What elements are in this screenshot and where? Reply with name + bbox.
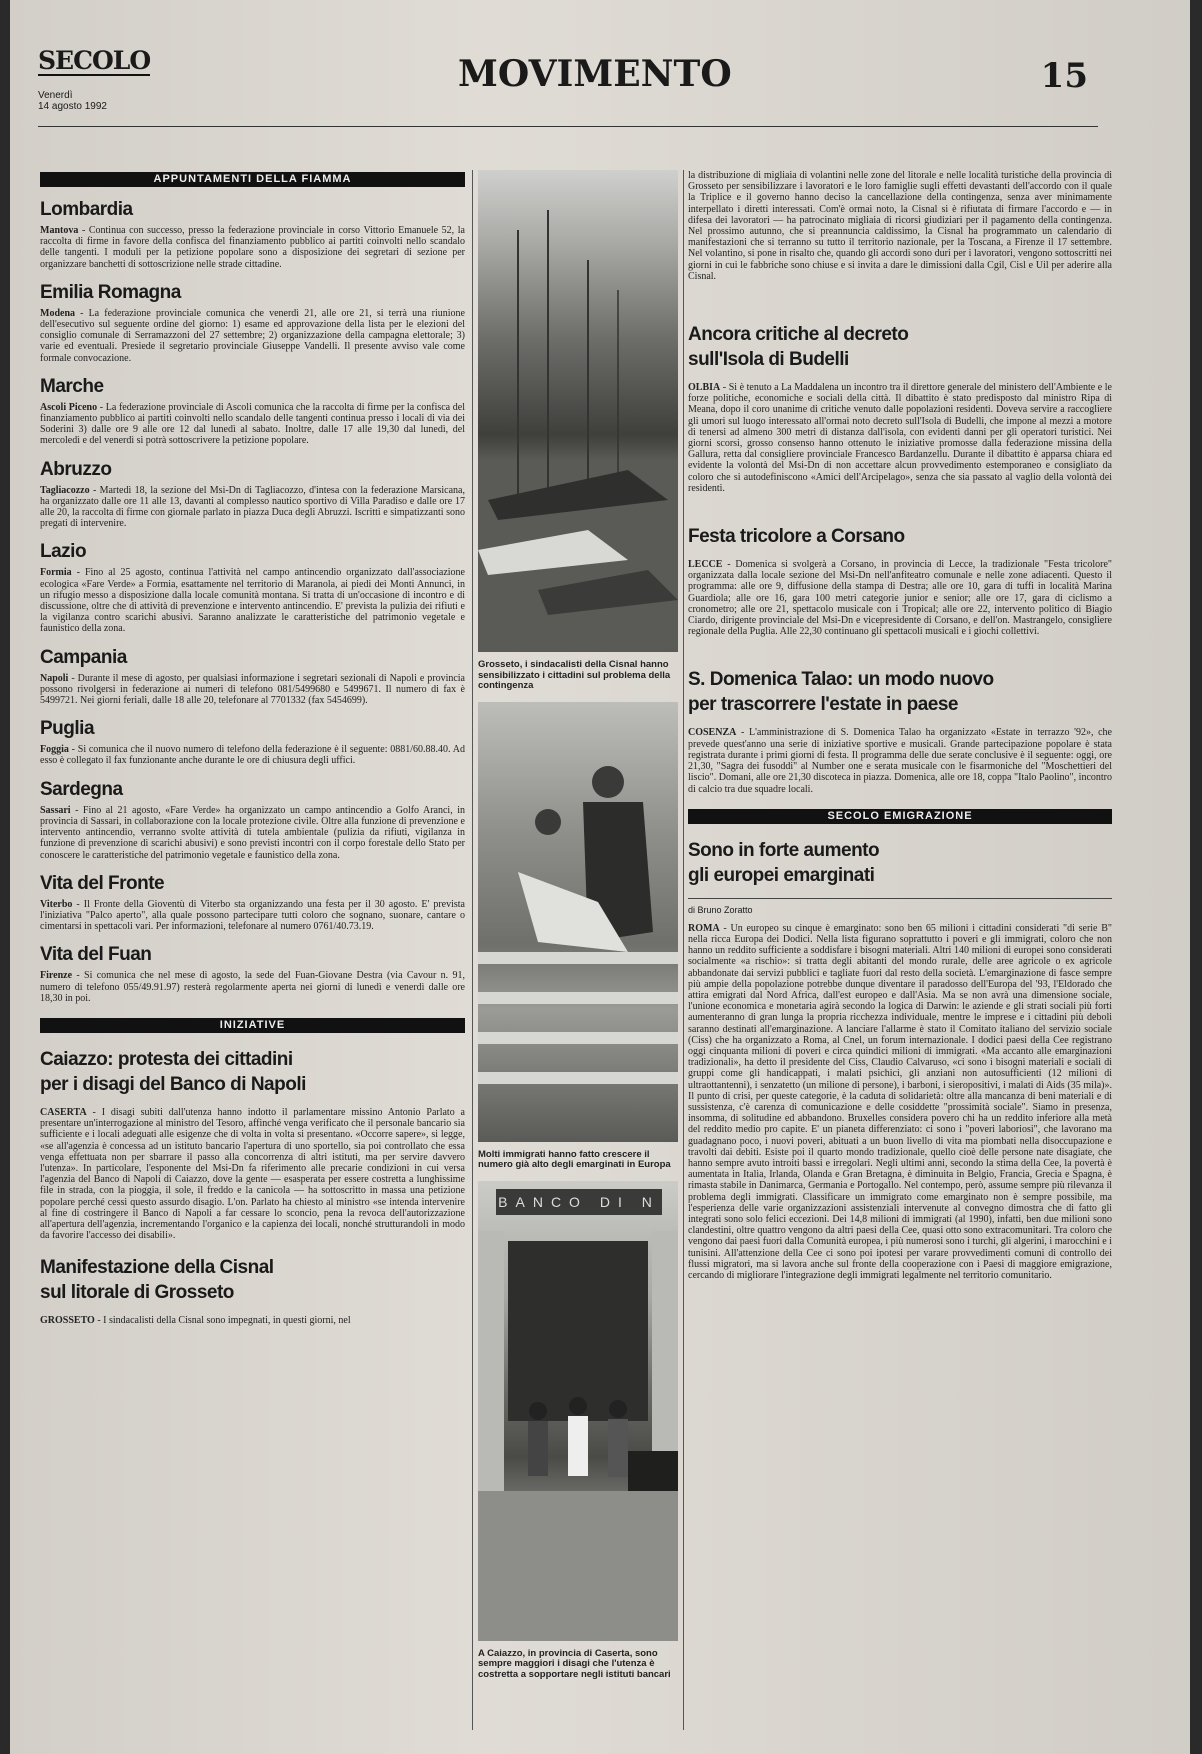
region-place: Tagliacozzo: [40, 484, 90, 496]
photo-immigrants-illustration: [478, 702, 678, 1142]
headline-line: Ancora critiche al decreto: [688, 324, 909, 346]
region-block: [40, 873, 465, 933]
photo-caption-immigrants: Molti immigrati hanno fatto crescere il numero già alto degli emarginati in Europa: [478, 1148, 671, 1170]
region-block: [40, 647, 465, 707]
headline-line: per i disagi del Banco di Napoli: [40, 1073, 306, 1095]
dateline: ROMA: [688, 922, 720, 934]
region-block: [40, 718, 465, 766]
regions-list: [40, 199, 465, 1004]
region-title: Emilia Romagna: [40, 281, 181, 303]
article-body-budelli: OLBIA - Si è tenuto a La Maddalena un incontro tra il direttore generale del ministero dell'Ambiente e le forze politiche, economiche e sociali della città. Il dibattito è stato predisposto dal ministro Ripa di Meana, dopo il coro unanime di critiche venuto dalle popolazioni residenti. Doveva servire a raccogliere gli umori sul luogo interessato all'ormai noto decreto sull'Isola di Budelli, che impone al mezzi a motore di tenersi ad almeno 300 metri di distanza dall'isola, con evidenti danni per gli operatori turistici. Nei giorni scorsi, grosso consenso hanno ottenuto le iniziative promosse dalla federazione missina della Gallura, retta dal consigliere provinciale Francesco Bardanzellu. Durante il dibattito è apparsa chiara ed evidente la volontà del Msi-Dn di non accettare alcun provvedimento estemporaneo e consigliato da coloro che si autodefiniscono «Amici dell'Arcipelago», senza che sia passato al vaglio della volontà dei residenti.: [688, 382, 1112, 494]
person-head: [592, 766, 624, 798]
dateline: COSENZA: [688, 727, 737, 739]
byline-rule: [688, 898, 1112, 899]
region-title: Sardegna: [40, 778, 123, 800]
region-place: Ascoli Piceno: [40, 401, 98, 413]
dateline: GROSSETO: [40, 1315, 95, 1327]
region-place: Mantova: [40, 225, 79, 236]
region-text: Firenze - Si comunica che nel mese di agosto, la sede del Fuan-Giovane Destra (via Cavour n. 91, numero di telefono 055/49.91.97) resterà regolarmente aperta nei giorni di lunedì e venerdì dalle ore 18,30 in poi.: [40, 970, 465, 1004]
step: [478, 992, 678, 1004]
region-title: Marche: [40, 375, 104, 397]
section-bar-iniziative: INIZIATIVE: [40, 1018, 465, 1033]
region-text: Formia - Fino al 25 agosto, continua l'attività nel campo antincendio organizzato dall'associazione ecologica «Fare Verde» a Formia, esattamente nel territorio di Maranola, ai piedi dei Monti Annunci, in un rifugio messo a disposizione dalla locale comunità montana. Si tratta di un'occasione di incontro e di discussione, oltre che di attività di prevenzione e intervento antincendio. E' prevista la pulizia dei rifiuti e la vigilanza contro scarichi abusivi. Saranno analizzate le caratteristiche del patrimonio vegetale e faunistico della zona.: [40, 567, 465, 635]
region-place: Modena: [40, 307, 75, 319]
issue-day: Venerdì: [38, 90, 73, 101]
photo-immigrants: [478, 702, 678, 1142]
person-head: [569, 1397, 587, 1415]
region-text: Tagliacozzo - Martedì 18, la sezione del Msi-Dn di Tagliacozzo, d'intesa con la federazione Marsicana, ha organizzato dalle ore 11 alle 13, davanti al complesso nautico sportivo di Villa Paradiso e dalle ore 17 alle 20, la raccolta di firme con giornale parlato in piazza Duca degli Abruzzi. Iscritti e simpatizzanti sono pregati di intervenire.: [40, 484, 465, 530]
byline: di Bruno Zoratto: [688, 904, 753, 915]
headline-line: Caiazzo: protesta dei cittadini: [40, 1048, 293, 1070]
region-title: Lazio: [40, 541, 87, 563]
street: [478, 1491, 678, 1641]
column-left: [40, 170, 465, 1730]
article-headline-talao: [688, 667, 1112, 717]
dateline: CASERTA: [40, 1106, 87, 1118]
dateline: OLBIA: [688, 382, 721, 394]
section-bar-appuntamenti: APPUNTAMENTI DELLA FIAMMA: [40, 172, 465, 187]
region-block: [40, 944, 465, 1004]
photo-harbor-boats: [478, 170, 678, 652]
person-head: [609, 1400, 627, 1418]
photo-bank-street: [478, 1181, 678, 1641]
building-pillar: [478, 1231, 504, 1491]
headline-line: sull'Isola di Budelli: [688, 349, 849, 371]
parked-car: [628, 1451, 678, 1491]
region-text: Ascoli Piceno - La federazione provinciale di Ascoli comunica che la raccolta di firme per la confisca del finanziamento pubblico ai partiti coinvolti nello scandalo delle tangenti continua presso i locali di via dei Soderini 3) dalle ore 9 alle ore 12 dal lunedì al sabato. Inoltre, dalle 17 alle 19,30 dal lunedì, del mercoledì e del venerdì si potrà sottoscrivere la petizione popolare.: [40, 401, 465, 447]
region-place: Firenze: [40, 970, 73, 982]
photo-caption-caiazzo: A Caiazzo, in provincia di Caserta, sono sempre maggiori i disagi che l'utenza è costretta a sopportare negli istituti bancari: [478, 1647, 671, 1680]
region-place: Formia: [40, 567, 72, 579]
photo-caption-grosseto: Grosseto, i sindacalisti della Cisnal hanno sensibilizzato i cittadini sul problema della contingenza: [478, 659, 671, 691]
region-title: Vita del Fuan: [40, 944, 152, 966]
region-block: [40, 199, 465, 270]
headline-line: per trascorrere l'estate in paese: [688, 694, 959, 716]
region-text: Foggia - Si comunica che il nuovo numero di telefono della federazione è il seguente: 0881/60.88.40. Ad esso è collegato il fax funzionante anche durante le ore di chiusura degli uffici.: [40, 744, 465, 767]
region-block: [40, 459, 465, 530]
column-divider: [683, 170, 684, 1730]
article-body-emarginati: ROMA - Un europeo su cinque è emarginato: sono ben 65 milioni i cittadini considerati "di serie B" nella ricca Europa dei Dodici. Nella lista figurano soprattutto i poveri e gli immigrati, coloro che non hanno un reddito sufficiente a soddisfare i bisogni materiali. Altri 140 milioni di europei sono considerati socialmente «a rischio»: si tratta degli abitanti del mondo rurale, delle aree agricole o ex agricole abbandonate dai servizi pubblici e tagliate fuori dal resto della società. L'emarginazione di fasce sempre più ampie della popolazione potrebbe dunque diventare il paradosso dell'Europa del '93, l'Eldorado che attira emigrati dal Nord Africa, dall'est europeo e dall'Asia. Ma se non avrà una dimensione sociale, l'unione economica e monetaria agirà secondo la logica di Darwin: le aziende e gli strati sociali più forti aumenteranno di gran lunga la propria ricchezza individuale, mentre le imprese e i cittadini più deboli saranno destinati all'emarginazione. A lanciare l'allarme è stato il Comitato italiano del servizio sociale (Ciss) che ha organizzato a Roma, al Cnel, un forum internazionale. I dodici paesi della Cee registrano oggi cinquanta milioni di poveri e circa quindici milioni di immigrati. «Ma accanto alle emarginazioni tradizionali», ha detto il presidente del Ciss, Claudio Calvaruso, «ci sono i bisogni materiali e sociali di gruppi come gli handicappati, i malati psichici, gli anziani non autosufficienti (12 milioni di ultraottantenni), i senzatetto (un milione di persone), i barboni, i sieropositivi, i malati di Aids (35 mila)». Il punto di crisi, per queste categorie, è la caduta di solidarietà: oltre alla mancanza di beni materiali e di sussistenza, c'è carenza di comunicazione e delle cosiddette "prossimità sociale". Siamo in presenza, insomma, di solitudine ed abbandono. Bruxelles considera povero chi ha un reddito inferiore alla metà del reddito medio pro capite. E' un pianeta differenziato: ci sono i "poveri laboriosi", che lavorano ma guadagnano poco, i nuovi poveri, abituati a un buon livello di vita ma piombati nella disoccupazione e travolti dai debiti. Esiste poi il quarto mondo tradizionale, quello cioè delle persone nate disagiate, che hanno sempre avuto introiti bassi e irregolari. Negli ultimi anni, secondo la stima della Cee, la povertà è aumentata in Italia, Irlanda, Olanda e Gran Bretagna, è diminuita in Belgio, Francia, Grecia e Spagna, è rimasta stabile in Danimarca, Germania e Portogallo. Nel contempo, però, assume sempre più rilevanza il problema degli immigrati. Classificare un immigrato come emarginato non è sempre possibile, ma l'esperienza delle varie organizzazioni assistenziali intervenute al convegno dimostra che di fatto gli integrati sono solo felici eccezioni. Dei 14,8 milioni di immigrati (al 1990), infatti, ben due milioni sono clandestini, oltre quattro vengono da altri paesi della Cee, quasi otto sono extracomunitari. Tra coloro che vengono dai paesi fuori dalla Comunità europea, i più numerosi sono i turchi, gli algerini, i marocchini e i tunisini. All'attenzione della Cee ci sono poi ipotesi per varare provvedimenti comuni di controllo dei flussi migratori, ma si lavora anche sul fronte della cooperazione con i Paesi di maggiore emigrazione, cercando di migliorare l'integrazione degli immigrati legalmente nel territorio comunitario.: [688, 922, 1112, 1281]
photo-harbor-illustration: [478, 170, 678, 652]
article-body-corsano: LECCE - Domenica si svolgerà a Corsano, in provincia di Lecce, la tradizionale "Festa tricolore" organizzata dalla locale sezione del Msi-Dn nell'anfiteatro comunale e nelle zone adiacenti. Questo il programma: alle ore 9, diffusione della stampa di Destra; alle ore 10, gara di tuffi in località Marina Guardiola; alle ore 16, gara 100 metri categorie junior e senior; alle ore 17, gara di ciclismo a cronometro; alle ore 21, spettacolo musicale con i Tropical; alle ore 22, intervento politico di Biagio Ciardo, dirigente provinciale del Msi-Dn e vicepresidente di Corsano, e dell'on. Mastrangelo, consigliere regionale della Puglia. Alle 22,30 continuano gli spettacoli musicali e i giochi collettivi.: [688, 559, 1112, 638]
region-place: Foggia: [40, 744, 69, 756]
region-title: Vita del Fronte: [40, 872, 165, 894]
region-block: [40, 376, 465, 447]
article-headline-caiazzo: [40, 1047, 465, 1097]
region-text: Napoli - Durante il mese di agosto, per qualsiasi informazione i segretari sezionali di Napoli e provincia possono rivolgersi in federazione ai numeri di telefono 081/5499680 e 5499671. Il numero di fax è 5499721. Nei giorni feriali, dalle 18 alle 20, telefonare al 7701332 (fax 5454699).: [40, 672, 465, 707]
newspaper-logo: SECOLO: [38, 46, 151, 75]
region-block: [40, 282, 465, 364]
column-divider: [472, 170, 473, 1730]
masthead: [38, 48, 1098, 128]
step: [478, 1032, 678, 1044]
page-number: 15: [1040, 56, 1088, 96]
article-body-caiazzo: CASERTA - I disagi subiti dall'utenza hanno indotto il parlamentare missino Antonio Parlato a presentare un'interrogazione al ministro del Tesoro, affinché venga verificato che il personale bancario sia sufficiente e i locali adeguati alle esigenze che di volta in volta si presentano. «Occorre sapere», si legge, «se all'agenzia è concessa ad un istituto bancario l'apertura di uno sportello, sia poi controllato che essa venga effettuata non per sbarrare il passo alla concorrenza di altri istituti, ma per servire davvero l'utenza». In particolare, l'esponente del Msi-Dn fa riferimento alle precarie condizioni in cui versa l'agenzia del Banco di Napoli di Caiazzo, dove la gente — esasperata per essere costretta a lunghissime file in strada, con la pioggia, il sole, il freddo e la canicola — ha sottoscritto in massa una petizione popolare perché cessi questo assurdo disagio. L'on. Parlato ha chiesto al ministro «se intenda intervenire al fine di costringere il Banco di Napoli a far cessare lo sconcio, pena la revoca dell'autorizzazione all'apertura dell'agenzia, incrementando l'organico e la capienza dei locali, nonché strutturandoli in modo da favorire l'accesso dei disabili».: [40, 1106, 465, 1242]
step: [478, 1072, 678, 1084]
article-headline-corsano: Festa tricolore a Corsano: [688, 526, 905, 548]
article-body-cisnal: GROSSETO - I sindacalisti della Cisnal sono impegnati, in questi giorni, nel: [40, 1315, 351, 1327]
column-photos: [478, 170, 678, 1730]
region-title: Abruzzo: [40, 458, 112, 480]
region-text: Viterbo - Il Fronte della Gioventù di Viterbo sta organizzando una festa per il 30 agosto. E' prevista l'iniziativa "Palco aperto", alla quale possono partecipare tutti coloro che sognano, suonare, cantare o cimentarsi in spettacoli vari. Per informazioni, telefonare al numero 0761/40.73.19.: [40, 898, 465, 933]
article-body-talao: COSENZA - L'amministrazione di S. Domenica Talao ha organizzato «Estate in terrazzo '92», che prevede quest'anno una serie di iniziative sportive e musicali. Grande partecipazione popolare è stata registrata durante i primi giorni di festa. Il programma delle due serate conclusive è il seguente: oggi, ore 21,30, "Sagra dei fusoddi" al Number one e serata musicale con le fisarmoniche del "Moschettieri del liscio". Domani, alle ore 21,30 discoteca in piazza. Domenica, alle ore 18, coppa "Italo Paolino", incontro di calcio tra due squadre locali.: [688, 727, 1112, 795]
region-title: Puglia: [40, 718, 95, 740]
person-head: [535, 809, 561, 835]
region-text: Mantova - Continua con successo, presso la federazione provinciale in corso Vittorio Emanuele 52, la raccolta di firme in favore della confisca del finanziamento pubblico ai partiti coinvolti nello scandalo delle tangenti. I moduli per la petizione popolare sono a disposizione dei segretari di sezione per organizzare banchetti di sottoscrizione nelle strade cittadine.: [40, 225, 465, 270]
dateline: LECCE: [688, 559, 723, 571]
step: [478, 952, 678, 964]
region-text: Modena - La federazione provinciale comunica che venerdì 21, alle ore 21, si terrà una riunione dell'esecutivo sul seguente ordine del giorno: 1) esame ed approvazione della lista per le elezioni del consiglio comunale di Serramazzoni del 27 settembre; 2) organizzazione della campagna elettorale; 3) varie ed eventuali. Presiede il segretario provinciale Giuseppe Vandelli. Il presente avviso vale come formale convocazione.: [40, 307, 465, 364]
issue-date: [38, 90, 107, 112]
person-body: [568, 1416, 588, 1476]
headline-line: sul litorale di Grosseto: [40, 1282, 234, 1304]
region-place: Napoli: [40, 672, 69, 684]
region-block: [40, 541, 465, 634]
headline-line: gli europei emarginati: [688, 864, 875, 886]
article-headline-emarginati: [688, 838, 1112, 888]
article-continuation-cisnal: la distribuzione di migliaia di volantini nelle zone del litorale e nelle località turistiche della provincia di Grosseto per sensibilizzare i lavoratori e le loro famiglie sugli effetti devastanti dell'accordo con il quale la Triplice e il governo hanno deciso la cancellazione della contingenza, senza aver minimamente interpellato i diretti interessati. Com'è ormai noto, la Cisnal si è rifiutata di firmare l'accordo e — in difesa dei lavoratori — ha patrocinato migliaia di ricorsi giudiziari per il pagamento della contingenza. Nel prossimo autunno, che si preannuncia caldissimo, la Cisnal ha programmato un calendario di manifestazioni che si terranno su tutto il territorio nazionale, per la Toscana, a Firenze il 17 settembre. Nel volantino, si pone in risalto che, quando gli accordi sono duri per i lavoratori, vengono sottoscritti nei giorni in cui le fabbriche sono chiuse e si invita a dare le dimissioni dalla Cgil, Cisl e Uil per aderire alla Cisnal.: [688, 170, 1112, 282]
person-body: [608, 1419, 628, 1477]
region-text: Sassari - Fino al 21 agosto, «Fare Verde» ha organizzato un campo antincendio a Golfo Aranci, in provincia di Sassari, in collaborazione con la locale protezione civile. Oltre alla funzione di prevenzione e intervento antincendio, verranno svolte attività di tutela ambientale (pulizia da rifiuti, vigilanza in funzione di prevenzione di scarichi abusivi) e sono previsti incontri con il corpo forestale dello Stato per conoscere le caratteristiche del patrimonio vegetale e faunistico della zona.: [40, 804, 465, 861]
headline-line: Manifestazione della Cisnal: [40, 1257, 274, 1279]
headline-line: Sono in forte aumento: [688, 839, 880, 861]
person-head: [529, 1402, 547, 1420]
article-headline-cisnal: [40, 1255, 465, 1305]
masthead-rule: [38, 126, 1098, 127]
article-headline-budelli: [688, 322, 1112, 372]
column-right: [688, 170, 1112, 1730]
section-title: MOVIMENTO: [458, 53, 732, 95]
region-place: Sassari: [40, 804, 71, 816]
person-body: [528, 1421, 548, 1476]
bank-doorway: [508, 1241, 648, 1421]
region-title: Lombardia: [40, 199, 133, 220]
region-title: Campania: [40, 646, 127, 668]
bank-sign: BANCO DI N: [496, 1189, 662, 1215]
issue-date-value: 14 agosto 1992: [38, 101, 107, 112]
photo-bank-illustration: [478, 1181, 678, 1641]
region-place: Viterbo: [40, 898, 73, 910]
region-block: [40, 779, 465, 861]
newspaper-page: [10, 0, 1190, 1754]
headline-line: S. Domenica Talao: un modo nuovo: [688, 669, 994, 691]
section-bar-emigrazione: SECOLO EMIGRAZIONE: [688, 809, 1112, 824]
